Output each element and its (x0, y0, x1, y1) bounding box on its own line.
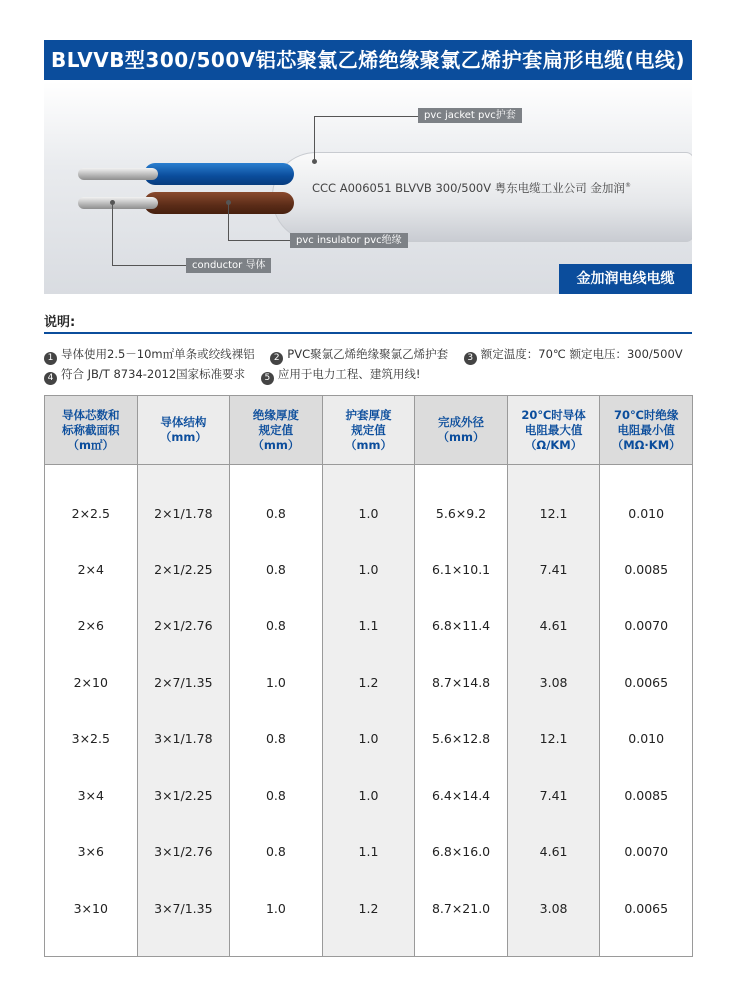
table-cell: 0.8 (230, 711, 323, 768)
note-number-badge: 4 (44, 372, 57, 385)
table-cell: 6.8×11.4 (415, 598, 508, 655)
table-cell: 0.010 (600, 711, 693, 768)
col-header-insulation-resistance: 70℃时绝缘 电阻最小值 （MΩ·KM） (600, 396, 693, 465)
note-number-badge: 5 (261, 372, 274, 385)
table-cell: 4.61 (507, 598, 600, 655)
cable-print-text: CCC A006051 BLVVB 300/500V 粤东电缆工业公司 金加润® (312, 181, 631, 195)
conductor-leader-line (112, 202, 113, 265)
table-cell: 3×1/2.25 (137, 767, 230, 824)
table-cell: 6.1×10.1 (415, 541, 508, 598)
table-row (45, 711, 693, 768)
table-cell: 8.7×14.8 (415, 654, 508, 711)
conductor-leader-line-h (112, 265, 186, 266)
table-row (45, 598, 693, 655)
insulator-leader-line-h (228, 240, 290, 241)
cable-jacket (272, 152, 692, 242)
table-row (45, 880, 693, 956)
table-cell: 7.41 (507, 767, 600, 824)
jacket-label: pvc jacket pvc护套 (418, 108, 522, 123)
table-cell: 1.0 (322, 465, 415, 542)
table-row (45, 465, 693, 542)
table-cell: 1.0 (322, 767, 415, 824)
table-cell: 0.010 (600, 465, 693, 542)
table-cell: 0.0085 (600, 767, 693, 824)
table-cell: 1.1 (322, 824, 415, 881)
table-cell: 6.4×14.4 (415, 767, 508, 824)
table-cell: 3×10 (45, 880, 138, 956)
blue-insulated-core (144, 163, 294, 185)
table-cell: 0.0085 (600, 541, 693, 598)
conductor-label: conductor 导体 (186, 258, 271, 273)
table-cell: 1.0 (230, 880, 323, 956)
table-cell: 3.08 (507, 880, 600, 956)
table-cell: 2×1/2.25 (137, 541, 230, 598)
table-cell: 3×6 (45, 824, 138, 881)
notes-line-1 (44, 346, 683, 365)
table-cell: 3×2.5 (45, 711, 138, 768)
table-cell: 1.2 (322, 654, 415, 711)
note-item: 5 应用于电力工程、建筑用线! (261, 367, 421, 381)
bare-conductor-1 (78, 168, 158, 180)
col-header-outer-diameter: 完成外径 （mm） (415, 396, 508, 465)
table-cell: 12.1 (507, 465, 600, 542)
table-cell: 7.41 (507, 541, 600, 598)
table-cell: 0.0065 (600, 654, 693, 711)
table-cell: 5.6×12.8 (415, 711, 508, 768)
col-header-insulation-thickness: 绝缘厚度 规定值 （mm） (230, 396, 323, 465)
col-header-conductor-resistance: 20℃时导体 电阻最大值 （Ω/KM） (507, 396, 600, 465)
table-cell: 3×1/2.76 (137, 824, 230, 881)
note-item: 2 PVC聚氯乙烯绝缘聚氯乙烯护套 (270, 347, 448, 361)
col-header-conductor-structure: 导体结构 （mm） (137, 396, 230, 465)
notes-divider (44, 332, 692, 334)
table-cell: 2×1/2.76 (137, 598, 230, 655)
table-cell: 1.0 (322, 541, 415, 598)
table-cell: 0.0065 (600, 880, 693, 956)
table-cell: 4.61 (507, 824, 600, 881)
note-number-badge: 3 (464, 352, 477, 365)
table-cell: 6.8×16.0 (415, 824, 508, 881)
table-row (45, 654, 693, 711)
table-cell: 5.6×9.2 (415, 465, 508, 542)
table-row (45, 541, 693, 598)
table-cell: 0.0070 (600, 824, 693, 881)
table-cell: 0.0070 (600, 598, 693, 655)
table-cell: 0.8 (230, 767, 323, 824)
table-cell: 3.08 (507, 654, 600, 711)
table-cell: 0.8 (230, 541, 323, 598)
jacket-leader-line-h (314, 116, 418, 117)
col-header-sheath-thickness: 护套厚度 规定值 （mm） (322, 396, 415, 465)
note-number-badge: 2 (270, 352, 283, 365)
bare-conductor-2 (78, 197, 158, 209)
table-cell: 12.1 (507, 711, 600, 768)
table-cell: 1.0 (322, 711, 415, 768)
notes-heading: 说明: (44, 315, 76, 330)
table-row (45, 767, 693, 824)
table-cell: 3×7/1.35 (137, 880, 230, 956)
notes-line-2 (44, 366, 432, 385)
table-row (45, 824, 693, 881)
table-cell: 1.1 (322, 598, 415, 655)
table-cell: 2×7/1.35 (137, 654, 230, 711)
table-cell: 3×1/1.78 (137, 711, 230, 768)
spec-table (44, 395, 693, 957)
table-cell: 1.2 (322, 880, 415, 956)
table-cell: 3×4 (45, 767, 138, 824)
table-cell: 2×2.5 (45, 465, 138, 542)
cable-illustration (44, 82, 692, 294)
insulator-leader-line (228, 202, 229, 240)
spec-table-header-row (45, 396, 693, 465)
table-cell: 8.7×21.0 (415, 880, 508, 956)
table-cell: 2×6 (45, 598, 138, 655)
brand-badge: 金加润电线电缆 (559, 264, 692, 294)
note-number-badge: 1 (44, 352, 57, 365)
page-title: BLVVB型300/500V铝芯聚氯乙烯绝缘聚氯乙烯护套扁形电缆(电线) (44, 40, 692, 80)
table-cell: 2×1/1.78 (137, 465, 230, 542)
table-cell: 0.8 (230, 465, 323, 542)
brown-insulated-core (144, 192, 294, 214)
table-cell: 1.0 (230, 654, 323, 711)
table-cell: 0.8 (230, 598, 323, 655)
note-item: 4 符合 JB/T 8734-2012国家标准要求 (44, 367, 245, 381)
jacket-leader-line (314, 116, 315, 161)
table-cell: 0.8 (230, 824, 323, 881)
col-header-cores-area: 导体芯数和 标称截面积 （m㎡） (45, 396, 138, 465)
note-item: 1 导体使用2.5－10m㎡单条或绞线裸铝 (44, 347, 255, 361)
note-item: 3 额定温度：70℃ 额定电压：300/500V (464, 347, 683, 361)
insulator-label: pvc insulator pvc绝缘 (290, 233, 408, 248)
table-cell: 2×4 (45, 541, 138, 598)
table-cell: 2×10 (45, 654, 138, 711)
